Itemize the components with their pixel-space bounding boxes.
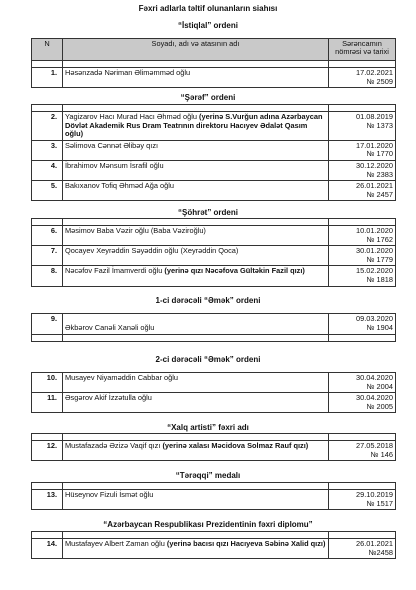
name-note: (yerinə bacısı qızı Hacıyeva Səbinə Xalid qızı) xyxy=(166,539,326,548)
name-text: Hüseynov Fizuli İsmət oğlu xyxy=(65,490,154,499)
table-row xyxy=(32,226,396,246)
table-sohret xyxy=(31,218,396,287)
order-number: № 2509 xyxy=(366,76,393,86)
row-number: 11. xyxy=(32,393,63,413)
spacer-row xyxy=(32,483,396,490)
row-number: 2. xyxy=(32,112,63,141)
section-title-diplom: “Azərbaycan Respublikası Prezidentinin fəxri diplomu” xyxy=(103,520,313,529)
name-note: (yerinə qızı Nəcəfova Gültəkin Fazil qızı) xyxy=(164,266,305,276)
name-text: Səlimova Cənnət Əlibəy qızı xyxy=(65,140,159,150)
name-text: Həsənzadə Nəriman Əliməmməd oğlu xyxy=(65,68,191,77)
name-text: Musayev Niyaməddin Cabbar oğlu xyxy=(65,373,178,382)
header-n: N xyxy=(32,39,63,61)
row-name xyxy=(63,441,329,461)
order-number: № 1517 xyxy=(366,498,393,508)
order-date: 30.01.2020 xyxy=(356,246,393,256)
row-number: 9. xyxy=(32,314,63,335)
row-order xyxy=(329,490,396,510)
order-number: № 1818 xyxy=(366,274,393,284)
row-order xyxy=(329,181,396,201)
section-title-seref: “Şərəf” ordeni xyxy=(180,93,236,102)
section-title-emek1: 1-ci dərəcəli “Əmək” ordeni xyxy=(155,296,261,305)
order-number: №2458 xyxy=(368,547,393,557)
order-number: № 2004 xyxy=(366,381,393,391)
table-emek2 xyxy=(31,372,396,413)
table-row xyxy=(32,140,396,160)
order-date: 17.01.2020 xyxy=(356,140,393,150)
section-title-sohret: “Şöhrət” ordeni xyxy=(177,208,238,217)
table-row xyxy=(32,181,396,201)
name-text: Mustafazadə Əzizə Vaqif qızı xyxy=(65,441,161,450)
table-header-row xyxy=(32,39,396,61)
document-title: Fəxri adlarla təltif olunanların siahısı xyxy=(138,4,278,13)
row-name xyxy=(63,539,329,559)
row-order xyxy=(329,112,396,141)
row-order xyxy=(329,68,396,88)
table-tereqqi xyxy=(31,482,396,510)
table-seref xyxy=(31,104,396,201)
order-number: № 2457 xyxy=(366,189,393,199)
order-date: 29.10.2019 xyxy=(356,490,393,499)
row-name xyxy=(63,68,329,88)
order-number: № 1770 xyxy=(366,149,393,159)
row-order xyxy=(329,441,396,461)
name-text: Mustafayev Albert Zaman oğlu xyxy=(65,539,165,548)
section-title-istiqlal: “İstiqlal” ordeni xyxy=(177,21,238,30)
order-date: 30.04.2020 xyxy=(356,393,393,403)
table-diplom xyxy=(31,531,396,559)
header-name: Soyadı, adı və atasının adı xyxy=(63,39,329,61)
order-number: № 1779 xyxy=(366,254,393,264)
table-row xyxy=(32,160,396,180)
spacer-row xyxy=(32,532,396,539)
row-number: 4. xyxy=(32,160,63,180)
order-number: № 2005 xyxy=(366,401,393,411)
row-order xyxy=(329,160,396,180)
name-text: Qocayev Xeyrəddin Səyəddin oğlu (Xeyrəddin Qoca) xyxy=(65,246,239,256)
row-name xyxy=(63,373,329,393)
row-order xyxy=(329,314,396,335)
row-number: 5. xyxy=(32,181,63,201)
name-note: (yerinə S.Vurğun adına Azərbaycan Dövlət Akademik Rus Dram Teatrının direktoru Hacıyev Ədalət Qasım oğlu) xyxy=(65,112,323,139)
name-text: İbrahimov Mənsum İsrafil oğlu xyxy=(65,160,164,170)
table-emek1 xyxy=(31,313,396,342)
name-text: Bakıxanov Tofiq Əhməd Ağa oğlu xyxy=(65,181,174,191)
spacer-row xyxy=(32,335,396,342)
row-number: 1. xyxy=(32,68,63,88)
order-date: 30.04.2020 xyxy=(356,373,393,382)
order-date: 17.02.2021 xyxy=(356,68,393,77)
row-number: 3. xyxy=(32,140,63,160)
table-row xyxy=(32,246,396,266)
table-istiqlal xyxy=(31,38,396,88)
table-row xyxy=(32,373,396,393)
row-name xyxy=(63,226,329,246)
header-order-line1: Sərəncamın xyxy=(342,39,382,48)
table-row xyxy=(32,112,396,141)
row-name xyxy=(63,246,329,266)
name-text: Məsimov Baba Vəzir oğlu (Baba Vəziroğlu) xyxy=(65,226,206,235)
row-number: 8. xyxy=(32,266,63,286)
table-row xyxy=(32,314,396,335)
row-name xyxy=(63,266,329,286)
table-xalq xyxy=(31,433,396,461)
row-number: 6. xyxy=(32,226,63,246)
table-row xyxy=(32,68,396,88)
table-row xyxy=(32,393,396,413)
table-row xyxy=(32,539,396,559)
order-date: 26.01.2021 xyxy=(356,539,393,548)
row-number: 13. xyxy=(32,490,63,510)
order-number: № 1904 xyxy=(366,322,393,332)
order-date: 27.05.2018 xyxy=(356,441,393,450)
row-number: 14. xyxy=(32,539,63,559)
name-note: (yerinə xalası Məcidova Solmaz Rauf qızı) xyxy=(162,441,309,450)
row-order xyxy=(329,393,396,413)
spacer-row xyxy=(32,219,396,226)
order-date: 10.01.2020 xyxy=(356,226,393,235)
row-order xyxy=(329,140,396,160)
order-number: № 1373 xyxy=(366,120,393,130)
row-name xyxy=(63,181,329,201)
spacer-row xyxy=(32,105,396,112)
name-text: Nəcəfov Fazil İmamverdi oğlu xyxy=(65,266,163,276)
order-number: № 146 xyxy=(370,449,393,459)
name-text: Əkbərov Canəli Xanəli oğlu xyxy=(65,323,155,333)
row-order xyxy=(329,246,396,266)
order-date: 15.02.2020 xyxy=(356,266,393,276)
row-order xyxy=(329,226,396,246)
section-title-emek2: 2-ci dərəcəli “Əmək” ordeni xyxy=(155,355,261,364)
header-order-line2: nömrəsi və tarixi xyxy=(335,47,389,57)
row-name xyxy=(63,314,329,335)
table-row xyxy=(32,441,396,461)
row-name xyxy=(63,160,329,180)
order-date: 09.03.2020 xyxy=(356,314,393,323)
order-date: 01.08.2019 xyxy=(356,112,393,121)
section-title-tereqqi: “Tərəqqi” medalı xyxy=(175,471,241,480)
table-row xyxy=(32,490,396,510)
name-text: Yagizarov Hacı Murad Hacı Əhməd oğlu xyxy=(65,112,197,121)
header-order xyxy=(329,39,396,61)
table-row xyxy=(32,266,396,286)
row-name xyxy=(63,140,329,160)
spacer-row xyxy=(32,434,396,441)
row-name xyxy=(63,490,329,510)
row-order xyxy=(329,373,396,393)
row-order xyxy=(329,266,396,286)
order-date: 30.12.2020 xyxy=(356,160,393,170)
row-number: 12. xyxy=(32,441,63,461)
row-number: 10. xyxy=(32,373,63,393)
row-name xyxy=(63,112,329,141)
spacer-row xyxy=(32,61,396,68)
order-number: № 2383 xyxy=(366,169,393,179)
row-name xyxy=(63,393,329,413)
row-number: 7. xyxy=(32,246,63,266)
name-text: Əsgərov Akif İzzətulla oğlu xyxy=(65,393,152,403)
order-number: № 1762 xyxy=(366,234,393,244)
order-date: 26.01.2021 xyxy=(356,181,393,191)
section-title-xalq: “Xalq artisti” fəxri adı xyxy=(167,423,249,432)
row-order xyxy=(329,539,396,559)
